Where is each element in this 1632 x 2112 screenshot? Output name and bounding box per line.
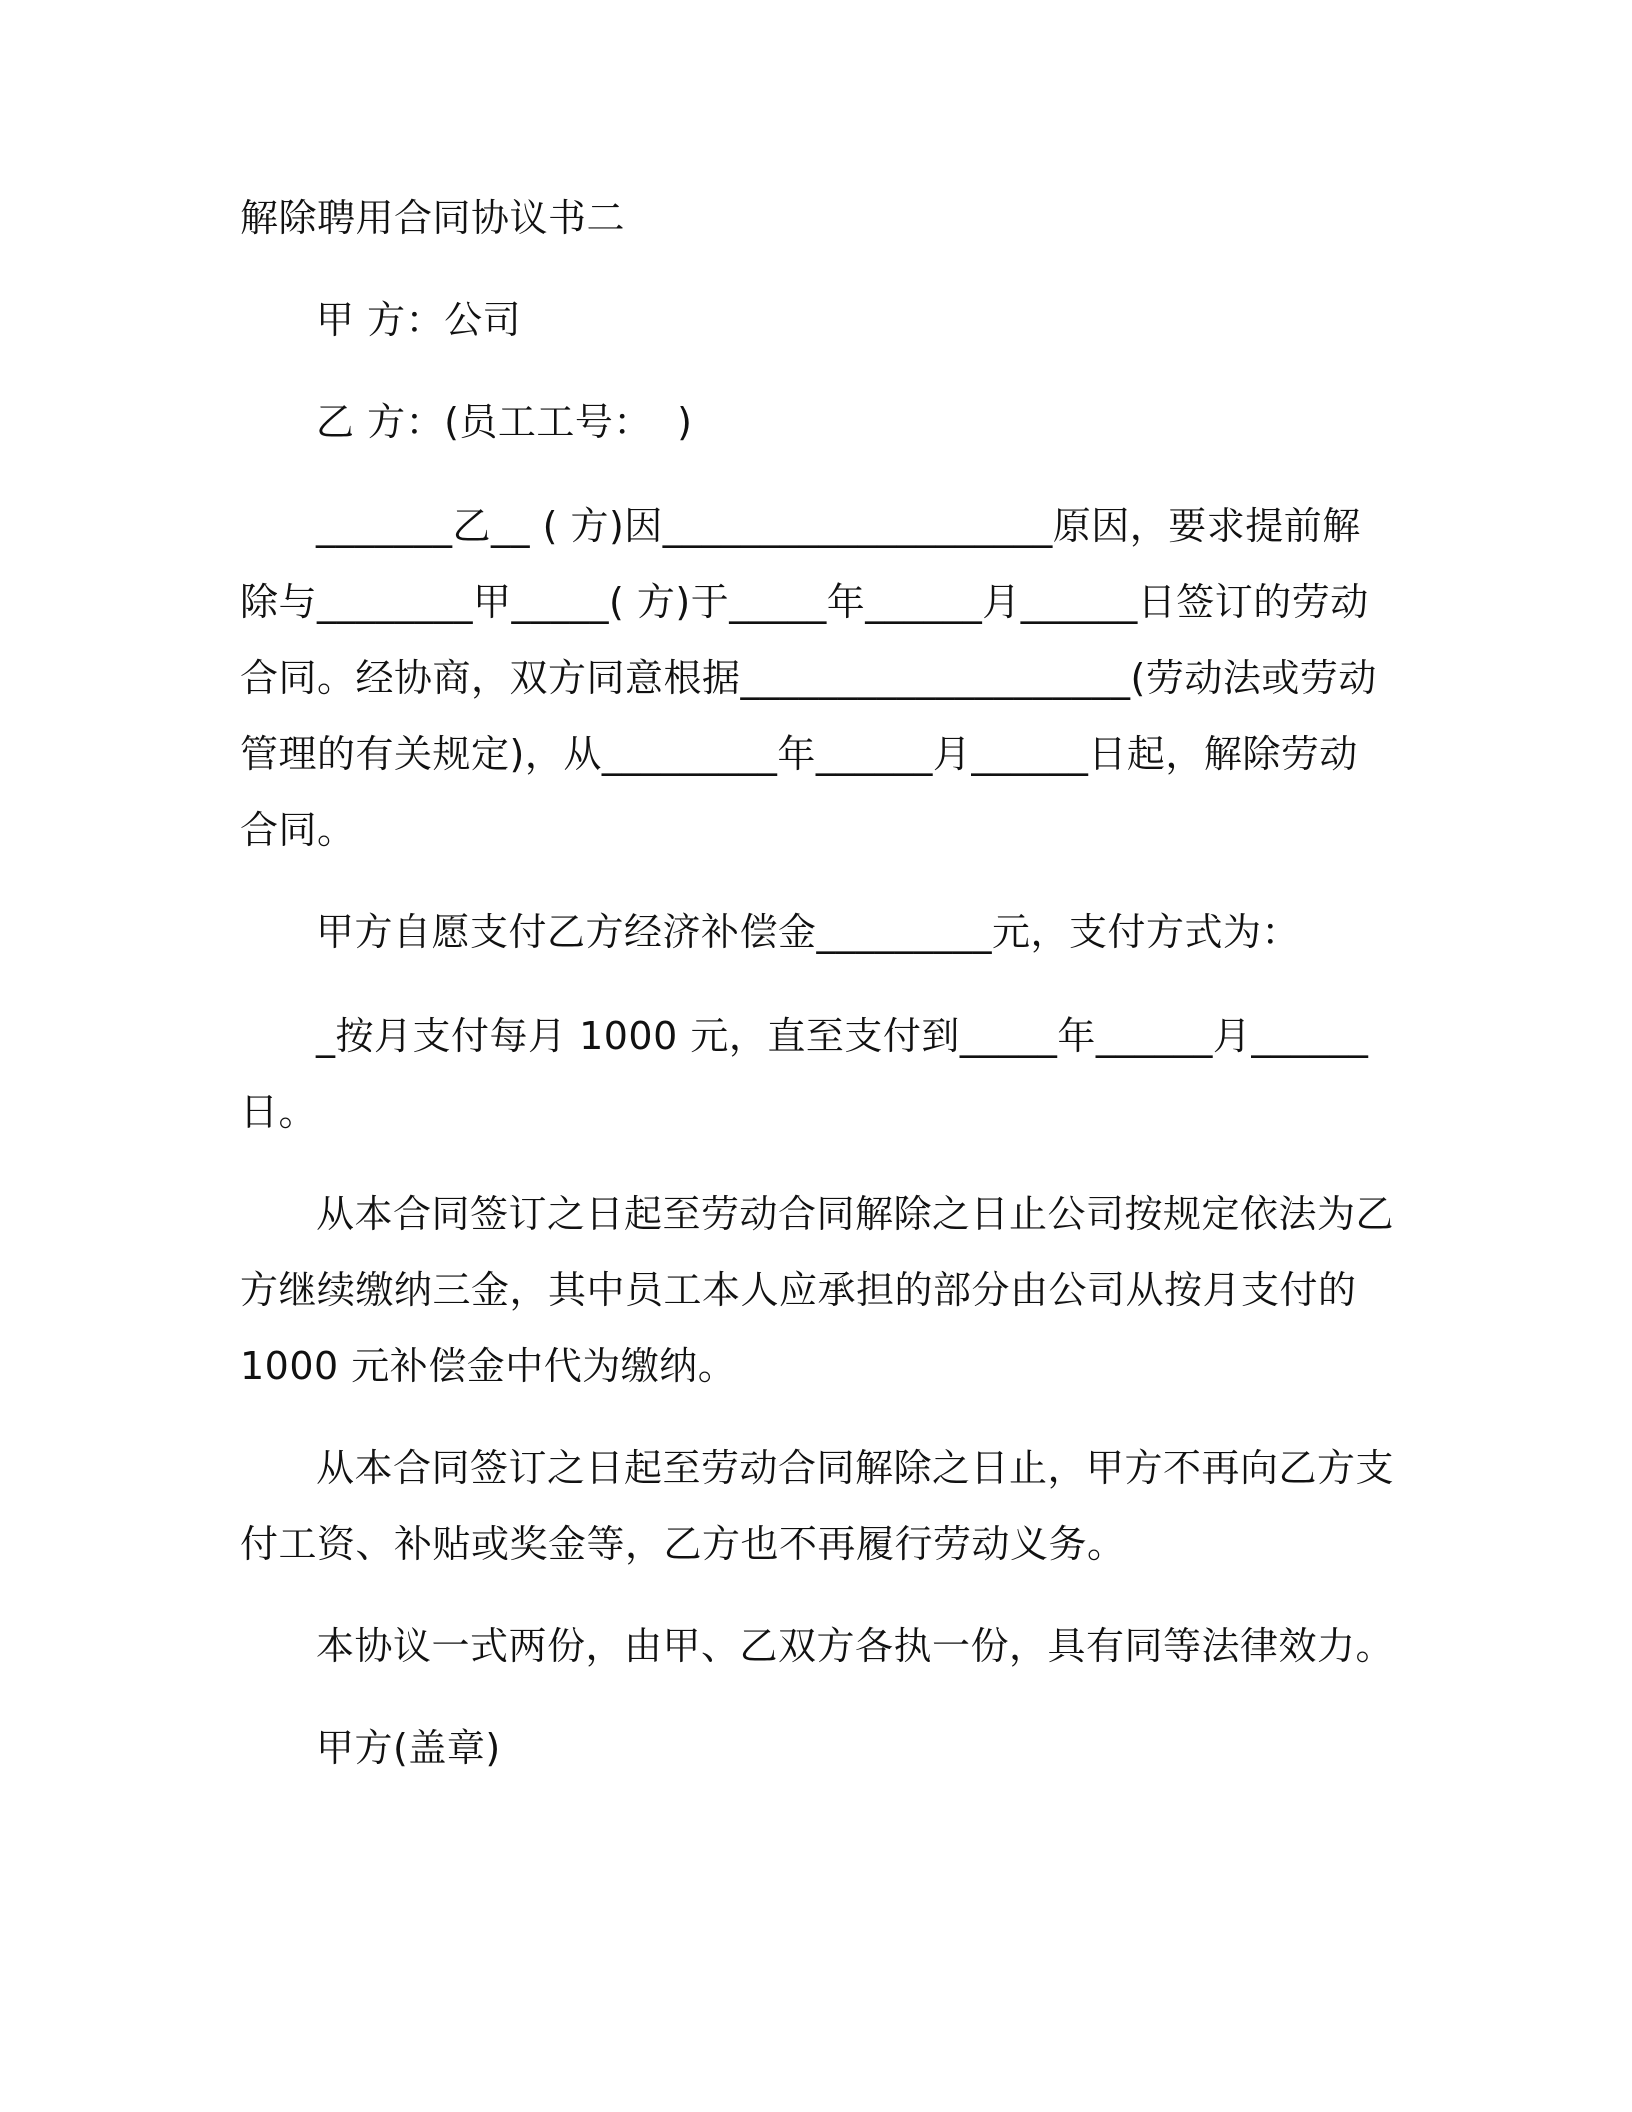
paragraph-1-line: 合同。 (240, 808, 356, 852)
paragraph-1-line: 除与________甲_____( 方)于_____年______月______日签订的劳动 (240, 580, 1369, 624)
party-b-line: 乙 方：(员工工号： ) (316, 400, 693, 444)
paragraph-3-line: _按月支付每月 1000 元，直至支付到_____年______月______ (316, 1014, 1369, 1058)
paragraph-5-line: 从本合同签订之日起至劳动合同解除之日止，甲方不再向乙方支 (316, 1446, 1395, 1490)
paragraph-4-line: 方继续缴纳三金，其中员工本人应承担的部分由公司从按月支付的 (240, 1268, 1357, 1312)
paragraph-1-line: _______乙__ ( 方)因____________________原因，要求提前解 (316, 504, 1361, 548)
paragraph-1-line: 管理的有关规定)，从_________年______月______日起，解除劳动 (240, 732, 1358, 776)
document-title: 解除聘用合同协议书二 (240, 196, 626, 240)
paragraph-3-line: 日。 (240, 1090, 318, 1134)
paragraph-2: 甲方自愿支付乙方经济补偿金_________元，支付方式为： (316, 910, 1301, 954)
paragraph-6: 本协议一式两份，由甲、乙双方各执一份，具有同等法律效力。 (316, 1624, 1395, 1668)
party-a-seal-label: 甲方(盖章) (316, 1726, 501, 1770)
party-a-line: 甲 方：公司 (316, 298, 522, 342)
paragraph-4-line: 从本合同签订之日起至劳动合同解除之日止公司按规定依法为乙 (316, 1192, 1395, 1236)
paragraph-5-line: 付工资、补贴或奖金等，乙方也不再履行劳动义务。 (240, 1522, 1126, 1566)
paragraph-4-line: 1000 元补偿金中代为缴纳。 (240, 1344, 737, 1388)
paragraph-1-line: 合同。经协商，双方同意根据____________________(劳动法或劳动 (240, 656, 1377, 700)
